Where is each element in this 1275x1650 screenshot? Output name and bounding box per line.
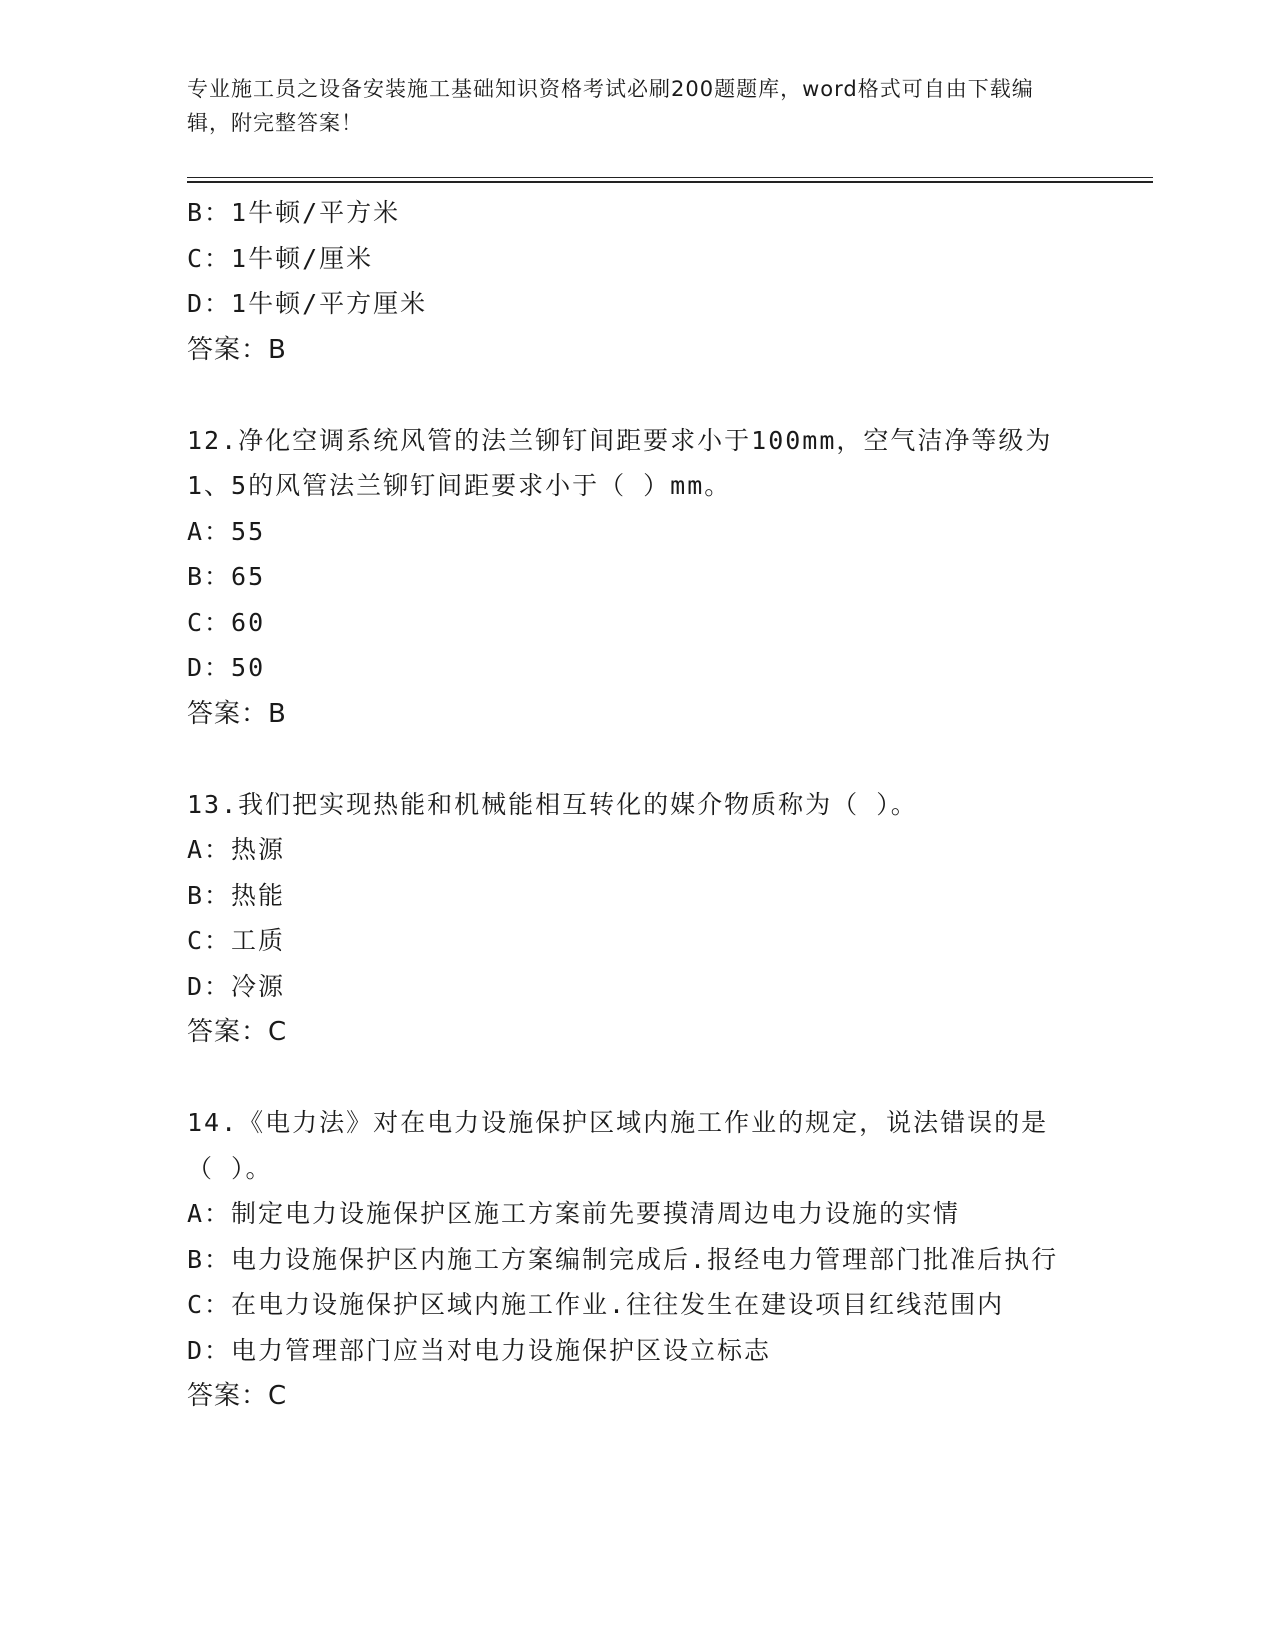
answer: 答案：B <box>187 334 287 365</box>
option-d: D：冷源 <box>187 971 286 1001</box>
question-text: 13.我们把实现热能和机械能相互转化的媒介物质称为（ ）。 <box>187 789 918 819</box>
page-header: 专业施工员之设备安装施工基础知识资格考试必刷200题题库，word格式可自由下载编辑，附完整答案！ <box>187 77 1034 135</box>
option-d: D：50 <box>187 653 266 682</box>
option-c: C：在电力设施保护区域内施工作业.往往发生在建设项目红线范围内 <box>187 1290 1005 1319</box>
option-c: C：1牛顿/厘米 <box>187 243 374 273</box>
option-d: D：1牛顿/平方厘米 <box>187 289 428 318</box>
header-divider-thick <box>187 181 1153 183</box>
answer: 答案：C <box>187 1017 288 1047</box>
header-divider <box>187 177 1153 178</box>
option-c: C：工质 <box>187 926 286 955</box>
option-a: A：热源 <box>187 835 286 864</box>
option-b: B：电力设施保护区内施工方案编制完成后.报经电力管理部门批准后执行 <box>187 1244 1059 1274</box>
question-13 <box>187 782 1087 1056</box>
option-a: A：制定电力设施保护区施工方案前先要摸清周边电力设施的实情 <box>187 1199 961 1228</box>
option-b: B：65 <box>187 562 266 591</box>
document-body <box>187 190 1087 1419</box>
answer: 答案：B <box>187 698 287 729</box>
question-text: 12.净化空调系统风管的法兰铆钉间距要求小于100mm，空气洁净等级为1、5的风管法兰铆钉间距要求小于（ ）mm。 <box>187 425 1053 500</box>
option-b: B：1牛顿/平方米 <box>187 198 401 227</box>
option-c: C：60 <box>187 607 266 637</box>
option-d: D：电力管理部门应当对电力设施保护区设立标志 <box>187 1335 772 1365</box>
option-b: B：热能 <box>187 880 286 910</box>
option-a: A：55 <box>187 516 266 546</box>
answer: 答案：C <box>187 1381 288 1411</box>
question-text: 14.《电力法》对在电力设施保护区域内施工作业的规定，说法错误的是（ ）。 <box>187 1108 1049 1183</box>
question-14 <box>187 1100 1087 1419</box>
question-12 <box>187 418 1087 737</box>
question-11-tail <box>187 190 1087 373</box>
